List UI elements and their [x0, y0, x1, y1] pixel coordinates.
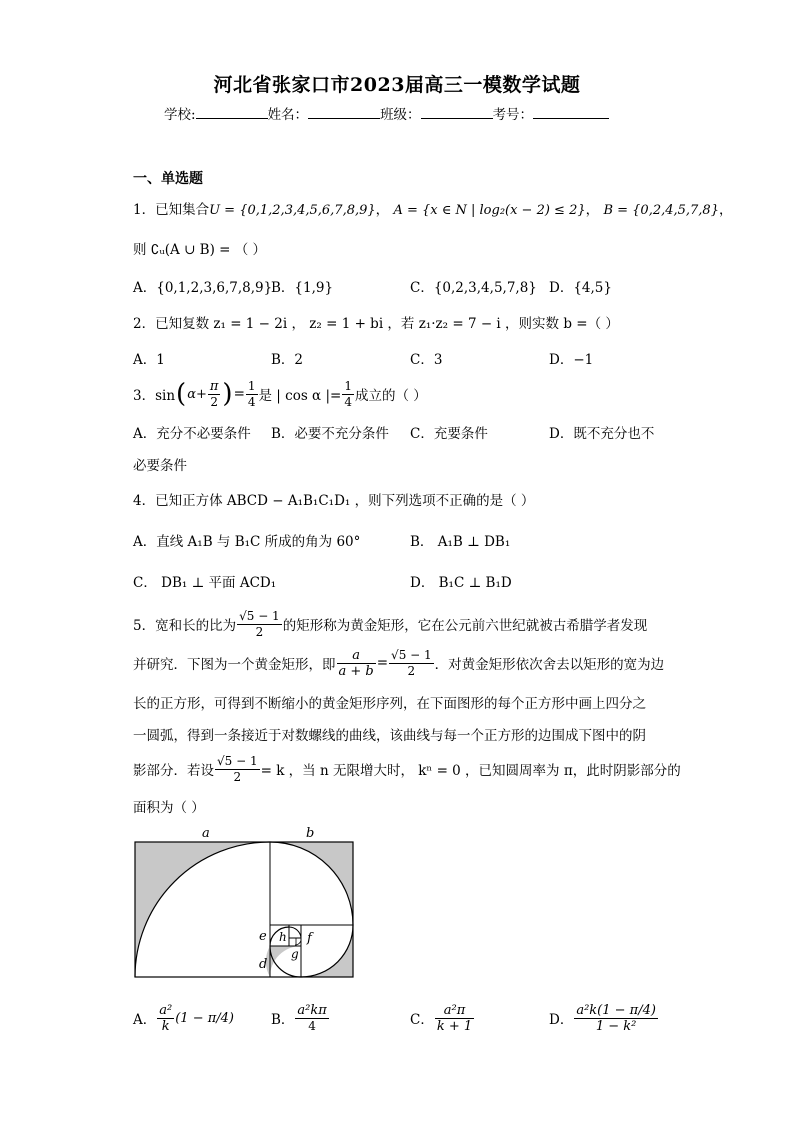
class-blank: [421, 106, 493, 119]
q5-line-2: 并研究．下图为一个黄金矩形，即 $\frac{a}{a + b}$ = $\frac{√5 - 1}{2}$ ．对黄金矩形依次舍去以矩形的宽为边: [133, 647, 665, 679]
label-b: b: [306, 826, 315, 841]
q4-stem: 4．已知正方体 ABCD − A₁B₁C₁D₁ ，则下列选项不正确的是（ ）: [133, 493, 535, 509]
q4-option-c[interactable]: C． DB₁ ⊥ 平面 ACD₁: [133, 575, 277, 591]
q2-option-a[interactable]: A．1: [133, 352, 165, 368]
label-h: h: [279, 930, 287, 944]
q1-option-a[interactable]: A．{0,1,2,3,6,7,8,9}: [133, 280, 273, 296]
q2-option-c[interactable]: C．3: [410, 352, 443, 368]
q3-option-d[interactable]: D．既不充分也不: [549, 426, 655, 442]
q5-option-d[interactable]: D． $\frac{\text{a²k(1 − π/4)}}{\text{1 − k²}}$: [549, 1002, 656, 1034]
name-blank: [308, 106, 380, 119]
q1-option-b[interactable]: B．{1,9}: [271, 280, 334, 296]
q5-option-b[interactable]: B． $\frac{\text{a²kπ}}{4}$: [271, 1002, 327, 1033]
q3-option-c[interactable]: C．充要条件: [410, 426, 488, 442]
q5-golden-ratio-frac: $\frac{√5 - 1}{2}$: [239, 608, 280, 639]
q3-frac-1-4-b: $\frac{1}{4}$: [344, 378, 352, 409]
q3-option-a[interactable]: A．充分不必要条件: [133, 426, 251, 442]
q5-ratio-value-frac: $\frac{√5 - 1}{2}$: [391, 647, 432, 678]
q5-k-frac: $\frac{√5 - 1}{2}$: [217, 753, 258, 784]
q5-ratio-frac: $\frac{a}{a + b}$: [338, 647, 374, 679]
q2-option-d[interactable]: D．−1: [549, 352, 594, 368]
q5-line-3: 长的正方形，可得到不断缩小的黄金矩形序列，在下面图形的每个正方形中画上四分之: [133, 696, 646, 712]
q3-stem: 3．sin ( α+ $\frac{\pi}{2}$ ) = $\frac{1}{4}$ 是 | cos α |= $\frac{1}{4}$ 成立的（ ）: [133, 378, 427, 409]
q1-question: 则 ∁ᵤ(A ∪ B) = （ ）: [133, 242, 267, 258]
q5-line-6: 面积为（ ）: [133, 800, 205, 816]
q1-stem: 1．已知集合U = {0,1,2,3,4,5,6,7,8,9}， A = {x ∈ N | log₂(x − 2) ≤ 2}， B = {0,2,4,5,7,8}，: [133, 202, 733, 218]
q2-option-b[interactable]: B．2: [271, 352, 304, 368]
label-a: a: [202, 826, 210, 841]
golden-rectangle-figure: [130, 822, 362, 982]
number-blank: [533, 106, 609, 119]
q1-option-d[interactable]: D．{4,5}: [549, 280, 612, 296]
q3-option-d-continued: 必要条件: [133, 458, 187, 474]
q5-option-a[interactable]: A． $\frac{\text{a²}}{k}$ (1 − π/4): [133, 1002, 234, 1034]
q5-line-5: 影部分．若设 $\frac{√5 - 1}{2}$ = k ，当 n 无限增大时， kⁿ = 0 ，已知圆周率为 π，此时阴影部分的: [133, 753, 681, 784]
q3-option-b[interactable]: B．必要不充分条件: [271, 426, 389, 442]
student-info-line: [164, 103, 609, 123]
q1-option-c[interactable]: C．{0,2,3,4,5,7,8}: [410, 280, 537, 296]
school-blank: [196, 106, 268, 119]
q4-option-b[interactable]: B． A₁B ⊥ DB₁: [410, 534, 511, 550]
label-g: g: [291, 947, 299, 961]
q4-option-d[interactable]: D． B₁C ⊥ B₁D: [410, 575, 512, 591]
q5-line-4: 一圆弧，得到一条接近于对数螺线的曲线，该曲线与每一个正方形的边围成下图中的阴: [133, 728, 646, 744]
class-label: 班级：: [380, 107, 421, 123]
section-heading: 一、单选题: [133, 171, 203, 187]
label-e: e: [259, 929, 267, 944]
q3-frac-1-4-a: $\frac{1}{4}$: [247, 378, 256, 409]
page-title: 河北省张家口市2023届高三一模数学试题: [213, 74, 581, 96]
q5-option-c[interactable]: C． $\frac{\text{a²π}}{k + 1}$: [410, 1002, 473, 1034]
label-f: f: [307, 931, 312, 946]
name-label: 姓名：: [267, 107, 309, 123]
number-label: 考号：: [492, 107, 534, 123]
q5-line-1: 5．宽和长的比为 $\frac{√5 - 1}{2}$ 的矩形称为黄金矩形，它在公元前六世纪就被古希腊学者发现: [133, 608, 648, 639]
label-d: d: [259, 957, 268, 972]
q3-frac-pi-2: $\frac{\pi}{2}$: [209, 378, 219, 409]
q2-stem: 2．已知复数 z₁ = 1 − 2i ， z₂ = 1 + bi ，若 z₁·z₂ = 7 − i ，则实数 b =（ ）: [133, 316, 619, 332]
school-label: 学校:: [164, 107, 196, 123]
q4-option-a[interactable]: A．直线 A₁B 与 B₁C 所成的角为 60°: [133, 534, 361, 550]
